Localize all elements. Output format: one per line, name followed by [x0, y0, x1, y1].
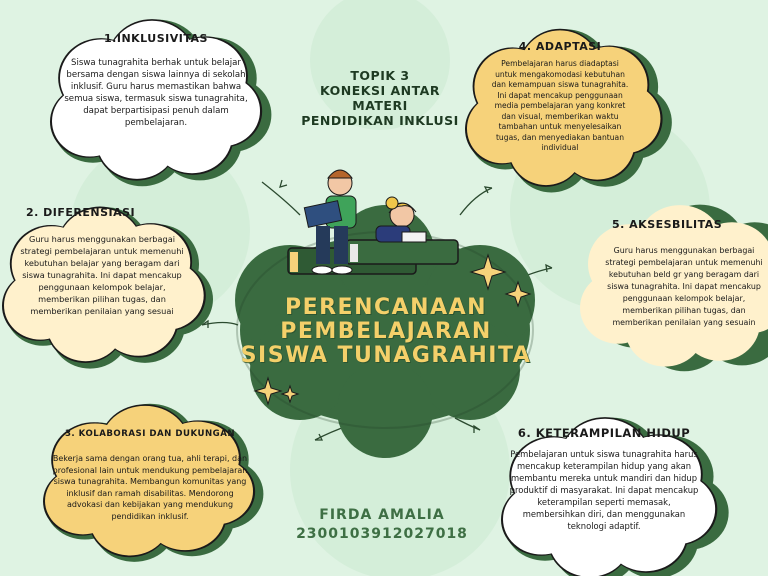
node-3-title: 3. KOLABORASI DAN DUKUNGAN: [64, 429, 236, 439]
node-5-text: Guru harus menggunakan berbagai strategi pembelajaran untuk memenuhi kebutuhan beld gr yang beragam dari siswa tunagrahita. Ini dapat mencakup penggunaan kelompok belajar, memberikan pilihan tugas, dan memberikan penilaian yang sesuain: [605, 246, 763, 327]
main-title-line-2: PEMBELAJARAN: [280, 319, 492, 344]
main-title-line-3: SISWA TUNAGRAHITA: [240, 343, 532, 368]
node-keterampilan-hidup: [506, 426, 702, 532]
node-aksesbilitas: [604, 218, 764, 329]
topic-line-4: PENDIDIKAN INKLUSI: [301, 113, 459, 128]
node-kolaborasi: [52, 429, 248, 522]
main-title: [236, 296, 536, 368]
node-4-title: 4. ADAPTASI: [518, 40, 602, 53]
node-2-text: Guru harus menggunakan berbagai strategi pembelajaran untuk memenuhi kebutuhan belajar yang beragam dari siswa tunagrahita. Ini dapat mencakup penggunaan kelompok belajar, memberikan pilihan tugas, dan memberikan penilaian yang sesuai: [20, 234, 184, 316]
topic-heading: [290, 68, 470, 128]
author-name: FIRDA AMALIA: [319, 507, 445, 523]
author-id: 2300103912027018: [296, 526, 468, 542]
node-6-text: Pembelajaran untuk siswa tunagrahita harus mencakup keterampilan hidup yang akan membantu mereka untuk mandiri dan hidup produktif di masyarakat. Ini dapat mencakup keterampilan seperti memasak, membersihkan diri, dan menggunakan teknologi adaptif.: [509, 449, 699, 531]
topic-line-3: MATERI: [352, 98, 408, 113]
node-1-title: 1.INKLUSIVITAS: [104, 32, 208, 45]
main-title-line-1: PERENCANAAN: [284, 295, 488, 320]
topic-line-2: KONEKSI ANTAR: [320, 83, 440, 98]
node-5-title: 5. AKSESBILITAS: [612, 218, 723, 231]
node-3-text: Bekerja sama dengan orang tua, ahli terapi, dan profesional lain untuk mendukung pembelajaran siswa tunagrahita. Membangun komunitas yang inklusif dan ramah disabilitas. Mendorong advokasi dan kebijakan yang mendukung pendidikan inklusif.: [52, 454, 248, 521]
node-2-title: 2. DIFERENSIASI: [26, 206, 136, 219]
topic-line-1: TOPIK 3: [350, 68, 410, 83]
girl-book: [402, 232, 426, 242]
node-4-text: Pembelajaran harus diadaptasi untuk mengakomodasi kebutuhan dan kemampuan siswa tunagrahita. Ini dapat mencakup penggunaan media pembelajaran yang konkret dan visual, memberikan waktu tambahan untuk menyelesaikan tugas, dan menyediakan bantuan individual: [491, 59, 629, 152]
author-block: [282, 506, 482, 544]
node-diferensiasi: [14, 206, 190, 317]
node-6-title: 6. KETERAMPILAN HIDUP: [517, 426, 691, 440]
node-adaptasi: [490, 40, 630, 154]
arrow-1-head: [280, 180, 287, 187]
node-1-text: Siswa tunagrahita berhak untuk belajar bersama dengan siswa lainnya di sekolah inklusif. Guru harus memastikan bahwa semua siswa, termasuk siswa tunagrahita, dapat berpartisipasi penuh dalam pembelajaran.: [64, 58, 248, 128]
book-stack-right: [346, 240, 458, 264]
node-inklusivitas: [58, 32, 254, 129]
